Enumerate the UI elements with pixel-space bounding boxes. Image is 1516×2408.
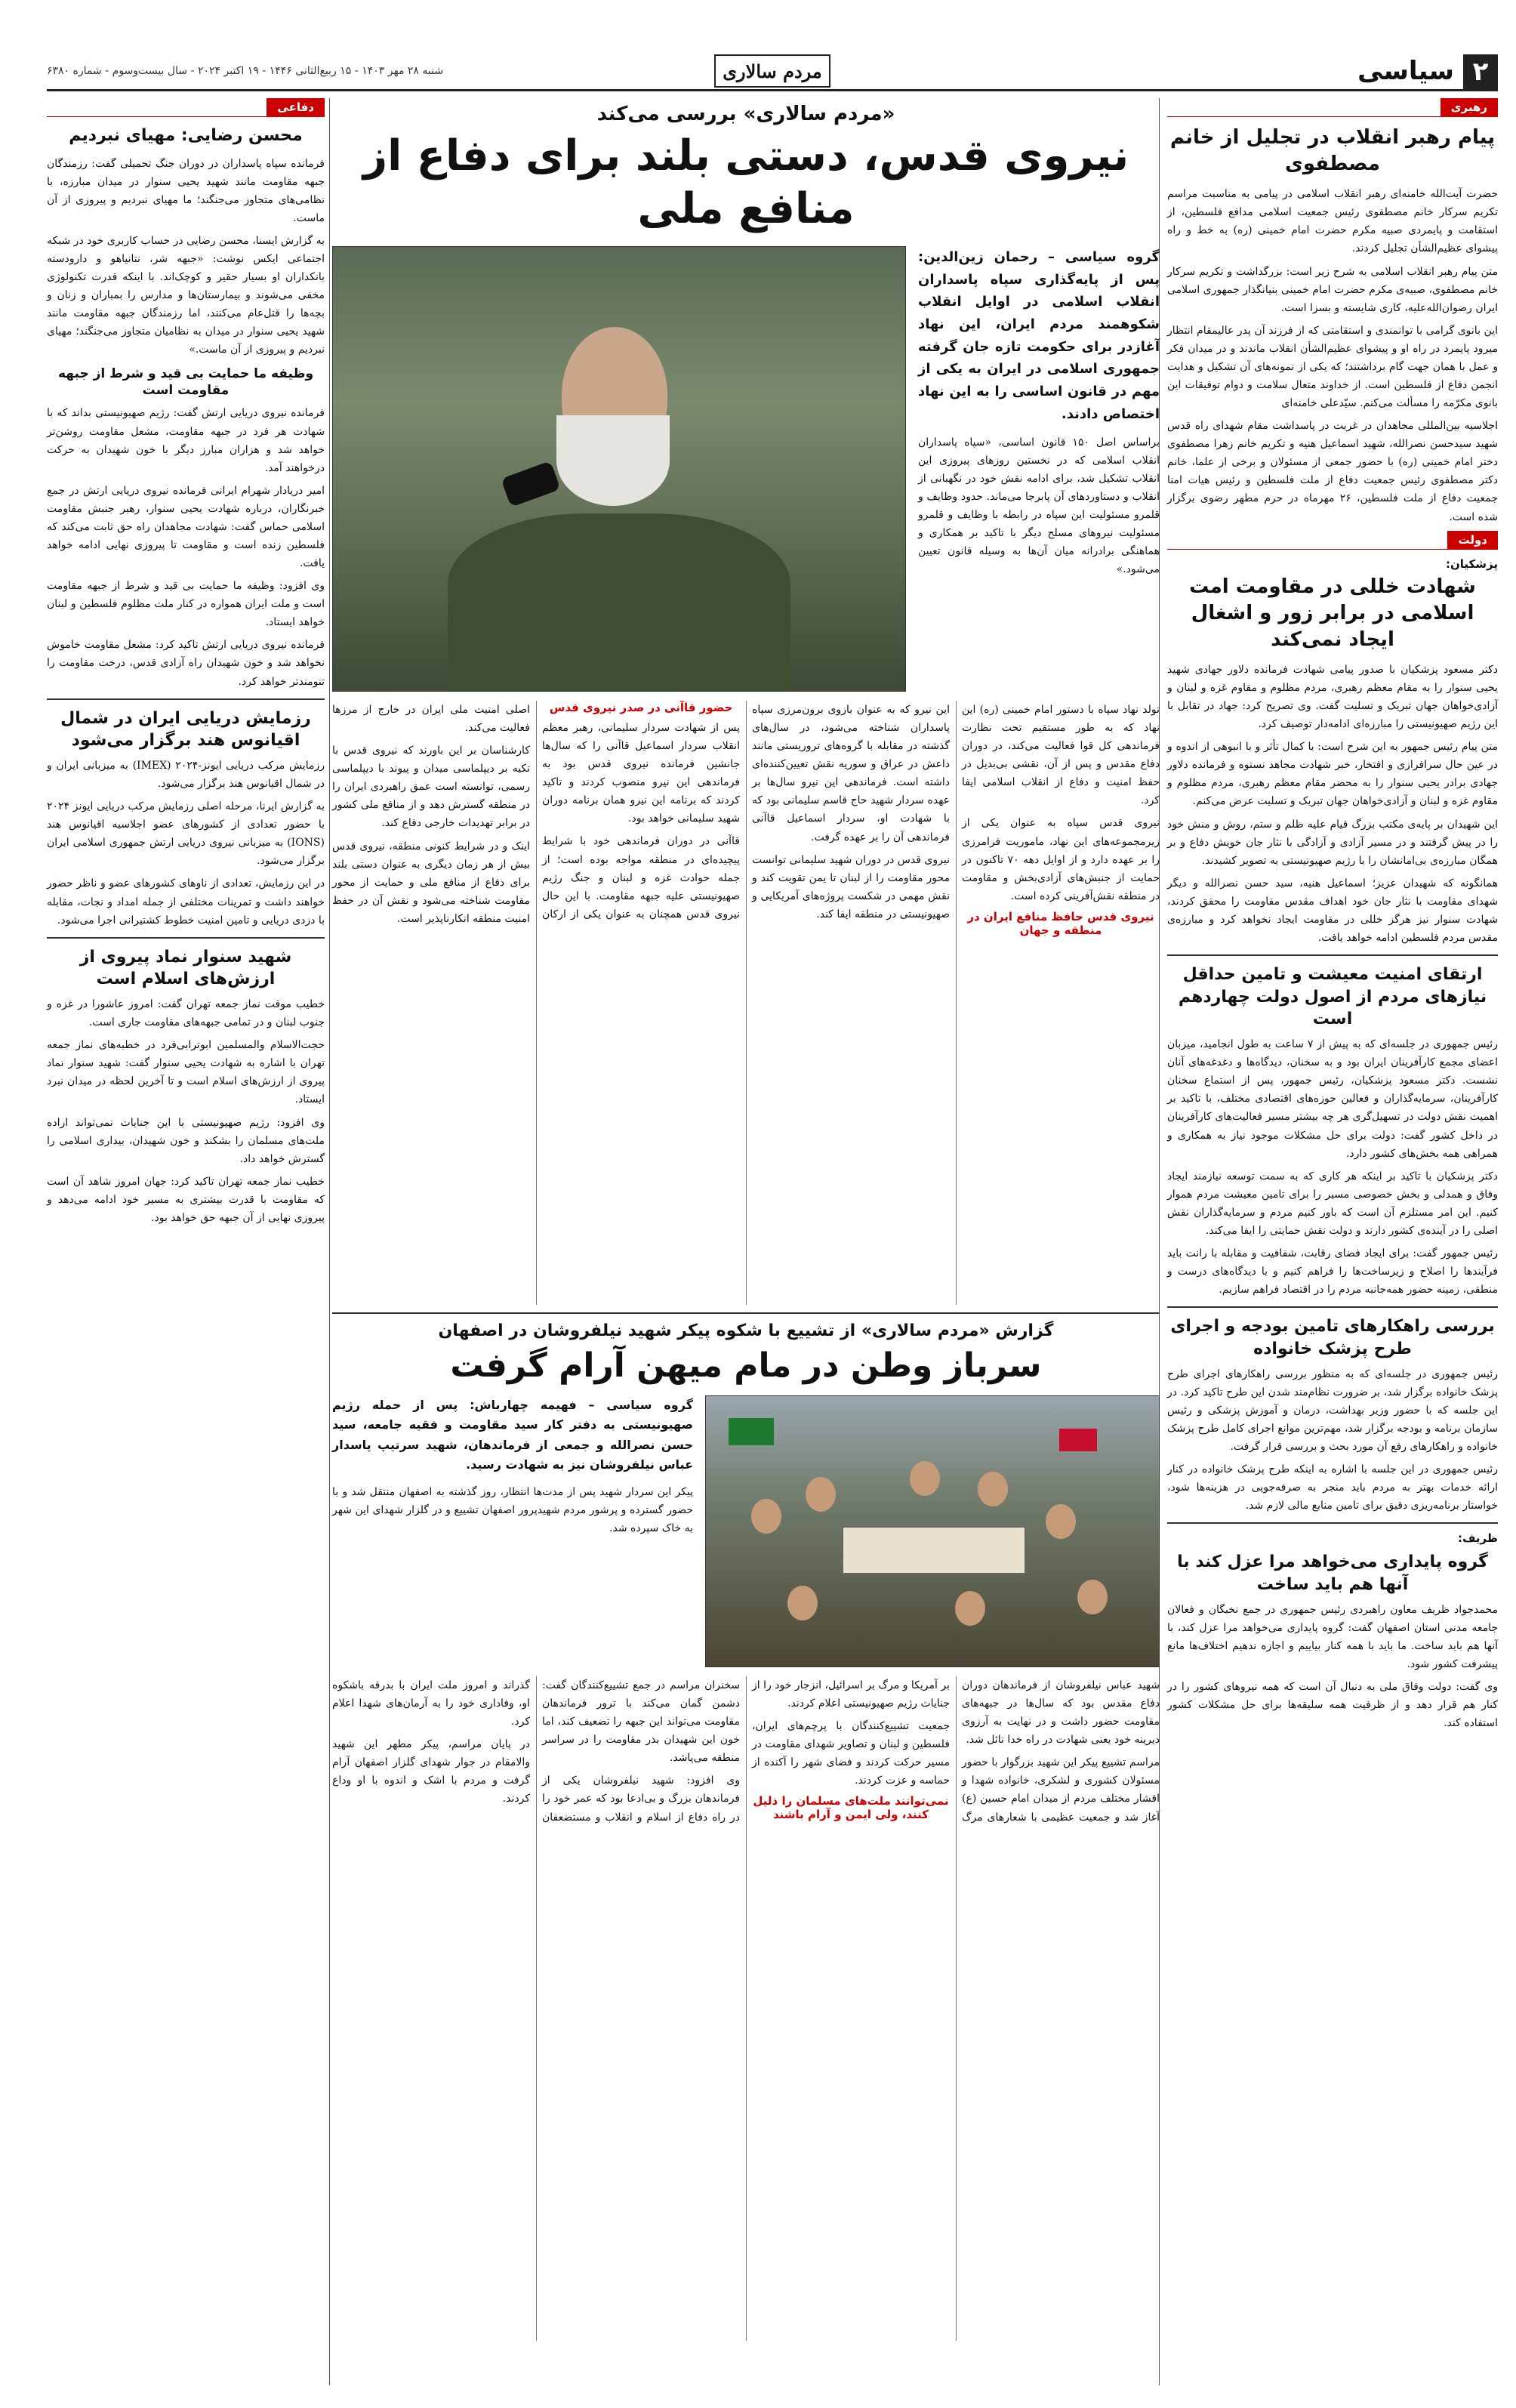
bottom-story-header xyxy=(332,1321,1160,1386)
article-paragraph: وی افزود: وظیفه ما حمایت بی قید و شرط از جبهه مقاومت است و ملت ایران همواره در کنار ملت مظلوم فلسطین و لبنان خواهد ایستاد. xyxy=(47,580,325,629)
article-paragraph: متن پیام رهبر انقلاب اسلامی به شرح زیر است: بزرگداشت و تکریم سرکار خانم مصطفوی، صبیه‌ی مکرم حضرت امام خمینی بنیانگذار جمهوری اسلامی ایران رضوان‌الله‌علیه، کاری شایسته و بسزا است. xyxy=(1167,265,1498,314)
article-paragraph: نیروی قدس سپاه به عنوان یکی از زیرمجموعه‌های این نهاد، ماموریت فرامرزی را بر عهده دارد و از اوایل دهه ۷۰ تاکنون در حمایت از جنبش‌های آزادی‌بخش و مقاومت در منطقه نقش‌آفرینی کرده است. xyxy=(962,817,1160,902)
article-paragraph: رئیس جمهور گفت: برای ایجاد فضای رقابت، شفافیت و مقابله با رانت باید فرآیندها را اصلاح و زیرساخت‌ها را فراهم کنیم و با دیدگاه‌های درست و منطقی، زمینه حضور همه‌جانبه مردم را در اقتصاد فراهم سازیم. xyxy=(1167,1247,1498,1296)
article-leader-message xyxy=(1167,125,1498,526)
section-tagbar xyxy=(1167,98,1498,117)
divider xyxy=(332,1312,1160,1314)
main-photo xyxy=(332,246,906,692)
article-family-doctor xyxy=(1167,1315,1498,1515)
coffin-shape xyxy=(842,1526,1026,1574)
subheading: نمی‌توانند ملت‌های مسلمان را ذلیل کنند، ولی ایمن و آرام باشند xyxy=(753,1794,949,1822)
bottom-story-lead: گروه سیاسی – فهیمه چهارباش: پس از حمله رژیم صهیونیستی به دفتر کار سید مقاومت و فقیه جامعه، سید حسن نصرالله و جمعی از فرماندهان، شهید سرتیپ پاسدار عباس نیلفروشان نیز به شهادت رسید. xyxy=(332,1398,693,1472)
article-paragraph: دکتر مسعود پزشکیان با صدور پیامی شهادت فرمانده دلاور جهادی شهید یحیی سنوار را به مقام معظم رهبری، مردم مظلوم و مقاوم غزه و لبنان و آزادی‌خواهان جهان تبریک و تسلیت گفت. وی تصریح کرد: جهاد در تقابل با این رژیم صهیونیستی را مبارزه‌ای ادامه‌دار توصیف کرد. xyxy=(1167,663,1498,731)
subheading: حضور قاآنی در صدر نیروی قدس xyxy=(549,701,733,714)
article-paragraph: رزمایش مرکب دریایی ایونز-۲۰۲۴ (IMEX) به میزبانی ایران و در شمال اقیانوس هند برگزار می‌شود. xyxy=(47,759,325,791)
column-divider xyxy=(329,98,330,2385)
article-title: بررسی راهکارهای تامین بودجه و اجرای طرح پزشک خانواده xyxy=(1170,1317,1495,1358)
photo-figure xyxy=(1046,1504,1076,1539)
bottom-story-upper xyxy=(332,1395,1160,1667)
article-paragraph: تولد نهاد سپاه با دستور امام خمینی (ره) این نهاد که به طور مستقیم تحت نظارت فرماندهی کل قوا فعالیت می‌کند، در دوران دفاع مقدس و پس از آن، نقشی بی‌بدیل در حفظ امنیت و دفاع از انقلاب اسلامی ایفا کرد. xyxy=(962,704,1160,807)
masthead xyxy=(47,54,1498,88)
article-paragraph: قاآنی در دوران فرماندهی خود با شرایط پیچیده‌ای در منطقه مواجه بوده است؛ از جمله حوادث غزه و لبنان و جنگ رژیم صهیونیستی علیه جبهه مقاومت. با این حال نیروی قدس همچنان به عنوان یکی از ارکان اصلی امنیت ملی ایران در خارج از مرزها فعالیت می‌کند. xyxy=(332,704,740,920)
article-title: محسن رضایی: مهیای نبردیم xyxy=(69,126,303,145)
article-paragraph: فرمانده سپاه پاسداران در دوران جنگ تحمیلی گفت: رزمندگان جبهه مقاومت مانند شهید یحیی سنوار در میدان مبارزه، با نظامی‌های متجاوز می‌جنگند؛ ما مهیای نبردیم و پیروزی از آن ماست. xyxy=(47,157,325,224)
article-paragraph: اجلاسیه بین‌المللی مجاهدان در غربت در پاسداشت مقام شهدای راه قدس شهید سیدحسن نصرالله، شهید اسماعیل هنیه و تکریم خانم زهرا مصطفوی دختر امام خمینی (ره) با حضور جمعی از مسئولان و برخی از علما، خانم دکتر مصطفوی رئیس جمعیت دفاع از ملت فلسطین و رئیس هیات امنا جمعیت دفاع از ملت فلسطین، ۲۶ مهرماه در حرم مطهر رضوی برگزار شده است. xyxy=(1167,420,1498,523)
article-paragraph: امیر دریادار شهرام ایرانی فرمانده نیروی دریایی ارتش در جمع خبرنگاران، درباره شهادت یحیی سنوار، رهبر جنبش مقاومت اسلامی حماس گفت: شهادت مجاهدان راه حق ثابت می‌کند که فلسطین زنده است و مقاومت تا پیروزی نهایی ادامه خواهد یافت. xyxy=(47,484,325,570)
article-paragraph: وی گفت: دولت وفاق ملی به دنبال آن است که همه نیروهای کشور را در کنار هم قرار دهد و از ظرفیت همه سلیقه‌ها برای حل مشکلات کشور استفاده کند. xyxy=(1167,1680,1498,1730)
bottom-story-kicker: گزارش «مردم سالاری» از تشییع با شکوه پیکر شهید نیلفروشان در اصفهان xyxy=(438,1321,1054,1340)
divider xyxy=(47,937,325,939)
photo-figure-uniform xyxy=(448,513,791,691)
article-pezeshkian-martyrdom xyxy=(1167,557,1498,947)
article-paragraph: حضرت آیت‌الله خامنه‌ای رهبر انقلاب اسلامی در پیامی به مناسبت مراسم تکریم سرکار خانم مصطفوی رئیس جمعیت اسلامی مدافع فلسطین، از استقامت و پایمردی صبیه مکرم حضرت امام خمینی (ره) به خط و راه پیشوای عظیم‌الشأن تجلیل کردند. xyxy=(1167,188,1498,255)
article-paragraph: در این رزمایش، تعدادی از ناوهای کشورهای عضو و ناظر حضور خواهند داشت و تمرینات مختلفی از جمله امداد و نجات، مقابله با دزدی دریایی و تامین امنیت خطوط کشتیرانی اجرا می‌شود. xyxy=(47,877,325,927)
article-title: پیام رهبر انقلاب در تجلیل از خانم مصطفوی xyxy=(1169,126,1496,176)
section-tagbar xyxy=(1167,531,1498,550)
section-tag: رهبری xyxy=(1441,98,1498,116)
article-title: ارتقای امنیت معیشت و تامین حداقل نیازهای مردم از اصول دولت چهاردهم است xyxy=(1178,965,1487,1029)
dateline: شنبه ۲۸ مهر ۱۴۰۳ - ۱۵ ربیع‌الثانی ۱۴۴۶ - ۱۹ اکتبر ۲۰۲۴ - سال بیست‌وسوم - شماره ۶۳۸۰ xyxy=(47,65,444,77)
article-paragraph: پس از شهادت سردار سلیمانی، رهبر معظم انقلاب سردار اسماعیل قاآنی را که سال‌ها جانشین فرمانده نیروی قدس بود به فرماندهی این نیرو منصوب کردند و تاکید کردند که برنامه این نیرو همان برنامه دوران شهید سلیمانی خواهد بود. xyxy=(542,722,740,825)
article-paragraph: دکتر پزشکیان با تاکید بر اینکه هر کاری که به سمت توسعه نیازمند ایجاد وفاق و همدلی و بخش خصوصی مسیر را برای تامین معیشت مردم هموار کنیم. این امر مستلزم آن است که باور کنیم مردم و سرمایه‌گذاران نقش اصلی را در آینده‌ی کشور دارند و دولت نقش حمایتی را ایفا می‌کند. xyxy=(1167,1170,1498,1237)
article-naval-exercise xyxy=(47,708,325,930)
article-paragraph: رئیس جمهوری در این جلسه با اشاره به اینکه طرح پزشک خانواده در کنار ارائه خدمات بهتر به مردم باید منجر به صرفه‌جویی در هزینه‌ها شود، خواستار برنامه‌ریزی دقیق برای تامین منابع مالی لازم شد. xyxy=(1167,1463,1498,1512)
microphone-icon xyxy=(501,461,561,507)
article-paragraph: همانگونه که شهیدان عزیز؛ اسماعیل هنیه، سید حسن نصرالله و دیگر شهدای مقاومت با نثار جان خود اهداف مقدس مقاومت را محقق کردند، شهادت سنوار نیز هرگز خللی در مقاومت ایجاد نخواهد کرد و مبارزه‌ی مقدس مردم فلسطین ادامه خواهد یافت. xyxy=(1167,877,1498,944)
header-divider xyxy=(47,89,1498,91)
photo-figure xyxy=(751,1499,781,1534)
article-paragraph: به گزارش ایرنا، مرحله اصلی رزمایش مرکب دریایی ایونز ۲۰۲۴ با حضور تعدادی از کشورهای عضو اجلاسیه اقیانوس هند (IONS) به میزبانی نیروی دریایی ارتش جمهوری اسلامی ایران برگزار می‌شود. xyxy=(47,800,325,868)
top-story-lead-column xyxy=(918,246,1160,692)
photo-figure xyxy=(978,1472,1008,1506)
newspaper-logo: مردم سالاری xyxy=(714,54,830,88)
section-name: سیاسی xyxy=(1357,56,1454,86)
article-friday-prayer xyxy=(47,946,325,1227)
article-paragraph: خطیب نماز جمعه تهران تاکید کرد: جهان امروز شاهد آن است که مقاومت با قدرت بیشتری به مسیر خود ادامه می‌دهد و پیروزی نهایی از آن جبهه حق خواهد بود. xyxy=(47,1175,325,1224)
top-story-kicker: «مردم سالاری» بررسی می‌کند xyxy=(596,103,895,125)
top-story-body xyxy=(332,701,1160,1305)
bottom-story-lead-column xyxy=(332,1395,693,1667)
article-paragraph: فرمانده نیروی دریایی ارتش گفت: رژیم صهیونیستی بداند که با شهادت هر فرد در جبهه مقاومت، مشعل مقاومت روشن‌تر خواهد شد و هزاران مبارز دیگر با خون شهیدان به حرکت درخواهند آمد. xyxy=(47,407,325,474)
article-livelihood xyxy=(1167,964,1498,1299)
article-title: رزمایش دریایی ایران در شمال اقیانوس هند برگزار می‌شود xyxy=(60,708,311,751)
bottom-story-title: سرباز وطن در مام میهن آرام گرفت xyxy=(450,1346,1042,1385)
article-paragraph: پیکر این سردار شهید پس از مدت‌ها انتظار، روز گذشته به اصفهان منتقل شد و با حضور گسترده و پرشور مردم شهید‌پرور اصفهان تشییع و در گلزار شهدای این شهر به خاک سپرده شد. xyxy=(332,1485,693,1534)
article-paragraph: محمدجواد ظریف معاون راهبردی رئیس جمهوری در جمع نخبگان و فعالان جامعه مدنی استان اصفهان گفت: گروه پایداری می‌خواهد مرا عزل کند، با آنها هم باید ساخت. ما باید با همه کنار بیاییم و اجازه ندهیم اختلاف‌ها مانع پیشرفت کشور شود. xyxy=(1167,1603,1498,1670)
article-paragraph: وی افزود: شهید نیلفروشان یکی از فرماندهان بزرگ و بی‌ادعا بود که عمر خود را در راه دفاع از اسلام و انقلاب و مستضعفان گذراند و امروز ملت ایران با بدرقه باشکوه او، وفاداری خود را به آرمان‌های شهدا اعلام کرد. xyxy=(332,1679,740,1824)
article-paragraph: کارشناسان بر این باورند که نیروی قدس با تکیه بر دیپلماسی میدان و پیوند با دیپلماسی رسمی، توانسته است عمق راهبردی ایران را در منطقه گسترش دهد و از منافع ملی کشور در برابر تهدیدات خارجی دفاع کند. xyxy=(332,745,530,830)
article-paragraph: رئیس جمهوری در جلسه‌ای که به پیش از ۷ ساعت به طول انجامید، میزبان اعضای مجمع کارآفرینان ایران بود و به سخنان، دیدگاه‌ها و دغدغه‌های آنان نشست. دکتر مسعود پزشکیان، رئیس جمهور، پس از استماع سخنان کارآفرینان، سرمایه‌گذاران و فعالین حوزه‌های اقتصادی مختلف، با تاکید بر اهمیت نقش دولت در تسهیل‌گری هر چه بیشتر مسیر فعالیت‌های کارآفرینان در داخل کشور گفت: دولت برای حل مشکلات موجود نیاز به همکاری و همراهی همه بخش‌های کشور دارد. xyxy=(1167,1038,1498,1160)
article-paragraph: این بانوی گرامی با توانمندی و استقامتی که از فرزند آن پدر عالیمقام انتظار میرود پایمرد در راه او و پیشوای عظیم‌الشأن انقلاب ماندند و در میدان فکر و عمل با همان جهت گام برداشتند؛ که یکی از نمونه‌های آن تشکیل و هدایت انجمن دفاع از فلسطین است. از خداوند متعال سلامت و دوام توفیقات این بانوی مکرّمه را مسألت می‌کنم. سیّدعلی خامنه‌ای xyxy=(1167,324,1498,410)
top-story-header xyxy=(332,103,1160,236)
article-title: شهید سنوار نماد پیروی از ارزش‌های اسلام است xyxy=(79,947,292,989)
article-paragraph: براساس اصل ۱۵۰ قانون اساسی، «سپاه پاسداران انقلاب اسلامی که در نخستین روزهای پیروزی این انقلاب تشکیل شد، برای ادامه نقش خود در نگهبانی از انقلاب و دستاوردهای آن پابرجا می‌ماند. حدود وظایف و قلمرو مسئولیت این سپاه در رابطه با وظایف و قلمرو مسئولیت نیروهای مسلح دیگر با تاکید بر همکاری و هماهنگی برادرانه میان آن‌ها به وسیله قانون تعیین می‌شود.» xyxy=(918,436,1160,576)
article-paragraph: سخنران مراسم در جمع تشییع‌کنندگان گفت: دشمن گمان می‌کند با ترور فرماندهان مقاومت می‌تواند این جبهه را تضعیف کند، اما خون این شهیدان بذر مقاومت را در سراسر منطقه می‌پاشد. xyxy=(542,1679,740,1765)
section-tag: دفاعی xyxy=(267,98,325,116)
article-paragraph: فرمانده نیروی دریایی ارتش تاکید کرد: مشعل مقاومت خاموش نخواهد شد و خون شهیدان راه آزادی قدس، درخت مقاومت را تنومندتر خواهد کرد. xyxy=(47,639,325,688)
article-kicker: پزشکیان: xyxy=(1446,557,1498,571)
article-paragraph: متن پیام رئیس جمهور به این شرح است: با کمال تأثر و با انبوهی از اندوه و در عین حال سرافرازی و افتخار، خبر شهادت مجاهد نستوه و فرمانده دلاور جهادی برادر یحیی سنوار را به محضر مقام معظم رهبری، مردم مظلوم و مقاوم غزه و لبنان و آزادی‌خواهان جهان تبریک و تسلیت عرض می‌کنم. xyxy=(1167,741,1498,808)
article-navy-support xyxy=(47,365,325,691)
top-story-title: نیروی قدس، دستی بلند برای دفاع از منافع ملی xyxy=(362,131,1129,233)
article-kicker: ظریف: xyxy=(1458,1531,1498,1546)
flag-icon xyxy=(1059,1429,1097,1451)
article-rezaei xyxy=(47,125,325,359)
article-paragraph: به گزارش ایسنا، محسن رضایی در حساب کاربری خود در شبکه اجتماعی ایکس نوشت: «جبهه شر، نتانیاهو و دارودسته بانکداران او بسیار حقیر و کوچک‌اند. با اینکه قدرت تکنولوژی مخفی می‌شوند و بیمارستان‌ها و مدارس را بمباران و زنان و بچه‌ها را قتل‌عام می‌کنند، اما رزمندگان جبهه مقاومت مانند شهید یحیی سنوار در میدان به نظامیان متجاوز می‌جنگند؛ مهیای نبردیم و پیروزی از آن ماست.» xyxy=(47,235,325,356)
photo-figure xyxy=(787,1586,818,1620)
article-paragraph: وی افزود: رژیم صهیونیستی با این جنایات نمی‌تواند اراده ملت‌های مسلمان را بشکند و خون شهیدان، بیداری اسلامی را گسترش خواهد داد. xyxy=(47,1116,325,1165)
section-tagbar xyxy=(47,98,325,117)
article-paragraph: در پایان مراسم، پیکر مطهر این شهید والامقام در جوار شهدای گلزار اصفهان آرام گرفت و مردم با اشک و اندوه با او وداع کردند. xyxy=(332,1738,530,1805)
article-title: شهادت خللی در مقاومت امت اسلامی در برابر زور و اشغال ایجاد نمی‌کند xyxy=(1189,575,1476,651)
divider xyxy=(1167,1522,1498,1524)
article-paragraph: جمعیت تشییع‌کنندگان با پرچم‌های ایران، فلسطین و لبنان و تصاویر شهدای مقاومت در مسیر حرکت کردند و فضای شهر را آکنده از حماسه و عزت کردند. xyxy=(752,1720,950,1787)
article-paragraph: نیروی قدس در دوران شهید سلیمانی توانست محور مقاومت را از لبنان تا یمن تقویت کند و نقش مهمی در شکست پروژه‌های آمریکایی و صهیونیستی در منطقه ایفا کند. xyxy=(752,853,950,920)
divider xyxy=(47,698,325,700)
photo-figure xyxy=(1077,1580,1108,1614)
photo-figure-beard xyxy=(556,415,670,506)
photo-figure xyxy=(806,1477,836,1512)
article-paragraph: مراسم تشییع پیکر این شهید بزرگوار با حضور مسئولان کشوری و لشکری، خانواده شهدا و اقشار مختلف مردم از میدان امام حسین (ع) آغاز شد و جمعیت عظیمی با شعارهای مرگ بر آمریکا و مرگ بر اسرائیل، انزجار خود را از جنایات رژیم صهیونیستی اعلام کردند. xyxy=(752,1679,1160,1824)
article-paragraph: حجت‌الاسلام والمسلمین ابوترابی‌فرد در خطبه‌های نماز جمعه تهران با اشاره به شهادت یحیی سنوار گفت: شهید سنوار نماد پیروی از ارزش‌های اسلام است و تا آخرین لحظه در میدان نبرد ایستاد. xyxy=(47,1039,325,1106)
article-paragraph: رئیس جمهوری در جلسه‌ای که به منظور بررسی راهکارهای اجرای طرح پزشک خانواده برگزار شد، بر ضرورت نظام‌مند شدن این طرح تاکید کرد. در این جلسه که با حضور وزیر بهداشت، درمان و آموزش پزشکی و رئیس سازمان برنامه و بودجه برگزار شد، مهم‌ترین موانع اجرای کامل طرح پزشک خانواده و راهکارهای رفع آن مورد بحث و بررسی قرار گرفت. xyxy=(1167,1367,1498,1453)
article-title: گروه پایداری می‌خواهد مرا عزل کند با آنها هم باید ساخت xyxy=(1177,1552,1488,1594)
article-paragraph: شهید عباس نیلفروشان از فرماندهان دوران دفاع مقدس بود که سال‌ها در جبهه‌های مقاومت حضور داشت و در نهایت به آرزوی دیرینه خود یعنی شهادت در راه خدا نائل شد. xyxy=(962,1679,1160,1747)
article-zarif xyxy=(1167,1531,1498,1732)
article-paragraph: خطیب موقت نماز جمعه تهران گفت: امروز عاشورا در غزه و جنوب لبنان و در تمامی جبهه‌های مقاومت جاری است. xyxy=(47,998,325,1029)
divider xyxy=(1167,954,1498,956)
top-story-upper xyxy=(332,246,1160,692)
bottom-story-body xyxy=(332,1676,1160,2341)
article-paragraph: اینک و در شرایط کنونی منطقه، نیروی قدس بیش از هر زمان دیگری به عنوان دستی بلند برای دفاع از منافع ملی و حمایت از محور مقاومت شناخته می‌شود و نقش آن در حفظ امنیت منطقه انکارناپذیر است. xyxy=(332,840,530,925)
photo-figure xyxy=(955,1591,985,1626)
article-paragraph: این شهیدان بر پایه‌ی مکتب بزرگ قیام علیه ظلم و ستم، روش و منش خود را در پیش گرفتند و در مسیر آزادی و آزادگی با نثار جان خویش دفاع و بر همگان مبارزه‌ی بی‌امانشان را با رژیم صهیونیستی به تصویر کشیدند. xyxy=(1167,818,1498,867)
main-column xyxy=(332,98,1160,2385)
photo-figure xyxy=(910,1461,940,1496)
right-column xyxy=(1167,98,1498,2385)
section-tag: دولت xyxy=(1447,531,1498,549)
article-paragraph: این نیرو که به عنوان بازوی برون‌مرزی سپاه پاسداران شناخته می‌شود، در سال‌های گذشته در مقابله با گروه‌های تروریستی مانند داعش در عراق و سوریه نقش تعیین‌کننده‌ای داشته است. فرماندهی این نیرو سال‌ها بر عهده سردار شهید حاج قاسم سلیمانی بود که با شهادت او، سردار اسماعیل قاآنی فرماندهی آن را بر عهده گرفت. xyxy=(752,704,950,843)
page-number: ۲ xyxy=(1463,54,1498,89)
flag-icon xyxy=(729,1418,774,1445)
left-column xyxy=(47,98,325,2385)
article-title: وظیفه ما حمایت بی قید و شرط از جبهه مقاومت است xyxy=(57,365,314,399)
subheading: نیروی قدس حافظ منافع ایران در منطقه و جهان xyxy=(967,909,1154,937)
divider xyxy=(1167,1306,1498,1308)
funeral-photo xyxy=(705,1395,1160,1667)
top-story-lead: گروه سیاسی – رحمان زین‌الدین: پس از پایه‌گذاری سپاه پاسداران انقلاب اسلامی در اوایل انقلاب شکوهمند مردم ایران، این نهاد آغازدر برای حکومت تازه جان گرفته جمهوری اسلامی در ایران به یکی از مهم در قانون اساسی را به این نهاد اختصاص دادند. xyxy=(918,249,1160,422)
